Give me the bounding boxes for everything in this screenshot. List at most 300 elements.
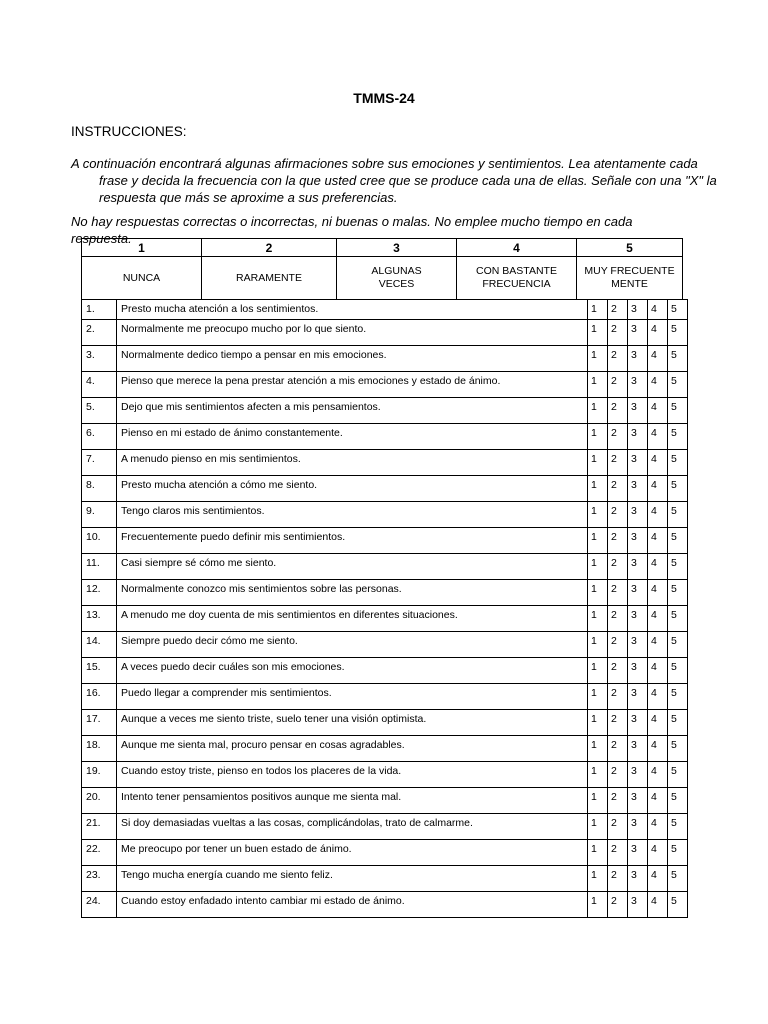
answer-option-5[interactable] [668,424,688,450]
answer-option-label: 4 [651,401,657,413]
answer-option-label: 2 [611,869,617,881]
answer-option-4[interactable] [648,554,668,580]
answer-option-label: 1 [591,303,597,315]
answer-option-1[interactable] [588,424,608,450]
answer-option-label: 4 [651,479,657,491]
answer-option-2[interactable] [608,866,628,892]
answer-option-4[interactable] [648,606,668,632]
answer-option-3[interactable] [628,632,648,658]
answer-option-label: 4 [651,453,657,465]
answer-option-2[interactable] [608,736,628,762]
answer-option-1[interactable] [588,736,608,762]
question-number [82,710,117,736]
question-text-content: Normalmente dedico tiempo a pensar en mis emociones. [121,349,387,361]
question-row [82,762,688,788]
question-number-text: 13. [86,609,101,621]
answer-option-1[interactable] [588,710,608,736]
answer-option-label: 5 [671,375,677,387]
question-row [82,892,688,918]
answer-option-2[interactable] [608,502,628,528]
answer-option-label: 4 [651,427,657,439]
answer-option-5[interactable] [668,840,688,866]
answer-option-2[interactable] [608,528,628,554]
question-text [117,372,588,398]
answer-option-label: 5 [671,303,677,315]
answer-option-label: 3 [631,323,637,335]
answer-option-label: 4 [651,895,657,907]
answer-option-label: 3 [631,303,637,315]
answer-option-1[interactable] [588,450,608,476]
question-text-content: Pienso que merece la pena prestar atención a mis emociones y estado de ánimo. [121,375,501,387]
answer-option-label: 5 [671,583,677,595]
answer-option-label: 3 [631,817,637,829]
question-number [82,424,117,450]
answer-option-label: 1 [591,349,597,361]
answer-option-5[interactable] [668,866,688,892]
question-text [117,580,588,606]
answer-option-5[interactable] [668,372,688,398]
question-text-content: Aunque a veces me siento triste, suelo tener una visión optimista. [121,713,427,725]
scale-label [577,257,683,300]
answer-option-label: 4 [651,817,657,829]
answer-option-label: 5 [671,869,677,881]
answer-option-label: 5 [671,557,677,569]
answer-option-4[interactable] [648,788,668,814]
answer-option-3[interactable] [628,710,648,736]
answer-option-label: 4 [651,375,657,387]
question-number-text: 8. [86,479,95,491]
answer-option-3[interactable] [628,866,648,892]
answer-option-4[interactable] [648,892,668,918]
question-number [82,554,117,580]
answer-option-3[interactable] [628,346,648,372]
answer-option-3[interactable] [628,736,648,762]
answer-option-5[interactable] [668,606,688,632]
answer-option-1[interactable] [588,606,608,632]
question-text [117,892,588,918]
scale-label-line: NUNCA [122,271,161,284]
answer-option-label: 3 [631,375,637,387]
answer-option-1[interactable] [588,580,608,606]
questionnaire-table [81,299,688,918]
answer-option-4[interactable] [648,736,668,762]
answer-option-label: 3 [631,739,637,751]
answer-option-label: 4 [651,349,657,361]
answer-option-label: 1 [591,765,597,777]
question-text-content: Tengo claros mis sentimientos. [121,505,265,517]
answer-option-5[interactable] [668,450,688,476]
question-text-content: A menudo me doy cuenta de mis sentimientos en diferentes situaciones. [121,609,458,621]
answer-option-5[interactable] [668,632,688,658]
question-number [82,606,117,632]
answer-option-2[interactable] [608,372,628,398]
answer-option-label: 5 [671,843,677,855]
question-row [82,580,688,606]
answer-option-3[interactable] [628,372,648,398]
answer-option-label: 5 [671,505,677,517]
question-number [82,658,117,684]
question-text [117,814,588,840]
answer-option-label: 1 [591,687,597,699]
question-row [82,476,688,502]
question-number-text: 3. [86,349,95,361]
answer-option-2[interactable] [608,684,628,710]
answer-option-label: 5 [671,661,677,673]
answer-option-5[interactable] [668,320,688,346]
question-row [82,606,688,632]
question-number [82,736,117,762]
answer-option-label: 5 [671,635,677,647]
answer-option-label: 2 [611,557,617,569]
answer-option-label: 5 [671,609,677,621]
answer-option-5[interactable] [668,814,688,840]
scale-label [202,257,337,300]
answer-option-4[interactable] [648,684,668,710]
answer-option-label: 3 [631,765,637,777]
question-text [117,346,588,372]
question-text-content: Normalmente me preocupo mucho por lo que siento. [121,323,367,335]
answer-option-label: 2 [611,635,617,647]
answer-option-4[interactable] [648,476,668,502]
question-text [117,710,588,736]
answer-option-label: 5 [671,531,677,543]
answer-option-1[interactable] [588,814,608,840]
answer-option-1[interactable] [588,528,608,554]
answer-option-5[interactable] [668,554,688,580]
answer-option-1[interactable] [588,762,608,788]
question-text-content: Frecuentemente puedo definir mis sentimientos. [121,531,346,543]
question-text [117,736,588,762]
question-row [82,554,688,580]
answer-option-3[interactable] [628,528,648,554]
question-text [117,606,588,632]
answer-option-1[interactable] [588,892,608,918]
answer-option-4[interactable] [648,528,668,554]
question-number [82,320,117,346]
answer-option-5[interactable] [668,684,688,710]
answer-option-label: 1 [591,453,597,465]
question-number [82,762,117,788]
answer-option-2[interactable] [608,658,628,684]
answer-option-3[interactable] [628,684,648,710]
scale-number: 3 [337,239,457,257]
answer-option-3[interactable] [628,762,648,788]
question-number-text: 23. [86,869,101,881]
answer-option-1[interactable] [588,320,608,346]
question-number-text: 7. [86,453,95,465]
answer-option-label: 2 [611,583,617,595]
question-text [117,450,588,476]
question-row [82,788,688,814]
answer-option-1[interactable] [588,502,608,528]
question-text [117,866,588,892]
answer-option-label: 3 [631,609,637,621]
answer-option-3[interactable] [628,320,648,346]
answer-option-label: 2 [611,609,617,621]
question-number [82,814,117,840]
question-row [82,840,688,866]
question-text-content: Pienso en mi estado de ánimo constantemente. [121,427,343,439]
answer-option-label: 4 [651,869,657,881]
answer-option-1[interactable] [588,398,608,424]
answer-option-5[interactable] [668,658,688,684]
answer-option-label: 4 [651,635,657,647]
question-number [82,300,117,320]
answer-option-label: 3 [631,869,637,881]
answer-option-3[interactable] [628,814,648,840]
answer-option-label: 1 [591,323,597,335]
scale-label [337,257,457,300]
question-text-content: A menudo pienso en mis sentimientos. [121,453,301,465]
scale-label [457,257,577,300]
answer-option-label: 3 [631,791,637,803]
answer-option-label: 1 [591,869,597,881]
answer-option-2[interactable] [608,346,628,372]
page-title: TMMS-24 [353,90,415,106]
answer-option-4[interactable] [648,424,668,450]
answer-option-4[interactable] [648,840,668,866]
answer-option-1[interactable] [588,632,608,658]
answer-option-4[interactable] [648,300,668,320]
answer-option-3[interactable] [628,580,648,606]
question-number-text: 10. [86,531,101,543]
scale-label-line: MENTE [611,278,648,290]
answer-option-5[interactable] [668,502,688,528]
answer-option-2[interactable] [608,814,628,840]
answer-option-label: 2 [611,531,617,543]
answer-option-label: 1 [591,427,597,439]
answer-option-label: 5 [671,453,677,465]
answer-option-4[interactable] [648,450,668,476]
answer-option-label: 4 [651,505,657,517]
answer-option-5[interactable] [668,476,688,502]
question-number [82,528,117,554]
instructions-note: No hay respuestas correctas o incorrectas, ni buenas o malas. No emplee mucho tiempo en cada respuesta. [71,214,633,246]
answer-option-label: 3 [631,479,637,491]
answer-option-label: 5 [671,791,677,803]
answer-option-2[interactable] [608,300,628,320]
answer-option-5[interactable] [668,528,688,554]
answer-option-1[interactable] [588,840,608,866]
answer-option-label: 1 [591,635,597,647]
question-number-text: 18. [86,739,101,751]
answer-option-2[interactable] [608,424,628,450]
answer-option-2[interactable] [608,710,628,736]
answer-option-4[interactable] [648,762,668,788]
answer-option-1[interactable] [588,658,608,684]
question-number [82,450,117,476]
answer-option-2[interactable] [608,892,628,918]
answer-option-3[interactable] [628,606,648,632]
answer-option-1[interactable] [588,346,608,372]
question-text [117,840,588,866]
question-text [117,788,588,814]
answer-option-4[interactable] [648,710,668,736]
question-number-text: 9. [86,505,95,517]
answer-option-label: 4 [651,661,657,673]
answer-option-label: 5 [671,427,677,439]
question-text [117,424,588,450]
question-text-content: Puedo llegar a comprender mis sentimientos. [121,687,332,699]
question-text-content: Me preocupo por tener un buen estado de ánimo. [121,843,352,855]
answer-option-3[interactable] [628,424,648,450]
answer-option-1[interactable] [588,372,608,398]
answer-option-label: 1 [591,817,597,829]
answer-option-label: 3 [631,349,637,361]
answer-option-1[interactable] [588,300,608,320]
question-number [82,580,117,606]
answer-option-4[interactable] [648,658,668,684]
answer-option-5[interactable] [668,762,688,788]
answer-option-label: 4 [651,843,657,855]
question-number [82,632,117,658]
question-number-text: 21. [86,817,101,829]
scale-label-line: MUY FRECUENTE [584,265,675,277]
question-number-text: 20. [86,791,101,803]
answer-option-label: 2 [611,401,617,413]
answer-option-label: 1 [591,375,597,387]
answer-option-4[interactable] [648,580,668,606]
question-number-text: 2. [86,323,95,335]
answer-option-label: 2 [611,713,617,725]
answer-option-3[interactable] [628,658,648,684]
question-row [82,320,688,346]
answer-option-2[interactable] [608,476,628,502]
answer-option-2[interactable] [608,450,628,476]
answer-option-label: 4 [651,303,657,315]
answer-option-label: 3 [631,453,637,465]
answer-option-1[interactable] [588,684,608,710]
answer-option-2[interactable] [608,762,628,788]
scale-number: 5 [577,239,683,257]
answer-option-1[interactable] [588,788,608,814]
scale-number: 4 [457,239,577,257]
answer-option-label: 1 [591,843,597,855]
answer-option-label: 1 [591,531,597,543]
question-text-content: Siempre puedo decir cómo me siento. [121,635,298,647]
instructions-heading: INSTRUCCIONES: [71,124,187,139]
answer-option-4[interactable] [648,814,668,840]
answer-option-label: 5 [671,401,677,413]
answer-option-1[interactable] [588,554,608,580]
answer-option-label: 1 [591,479,597,491]
answer-option-4[interactable] [648,632,668,658]
answer-option-label: 5 [671,323,677,335]
question-text-content: Presto mucha atención a cómo me siento. [121,479,318,491]
question-text [117,554,588,580]
question-text [117,684,588,710]
answer-option-label: 1 [591,791,597,803]
instructions-paragraph: A continuación encontrará algunas afirmaciones sobre sus emociones y sentimientos. Lea atentamente cada frase y decida la frecuencia con la que usted cree que se produce cada una de ellas. Señale con una "X" la respuesta que más se aproxime a sus preferencias. [71,156,717,205]
answer-option-5[interactable] [668,788,688,814]
scale-label-line: VECES [378,278,415,290]
question-text [117,320,588,346]
answer-option-5[interactable] [668,736,688,762]
answer-option-label: 1 [591,557,597,569]
answer-option-3[interactable] [628,892,648,918]
question-text [117,658,588,684]
answer-option-4[interactable] [648,372,668,398]
answer-option-label: 5 [671,349,677,361]
answer-option-4[interactable] [648,346,668,372]
answer-option-3[interactable] [628,502,648,528]
question-text-content: Intento tener pensamientos positivos aunque me sienta mal. [121,791,402,803]
question-number-text: 5. [86,401,95,413]
answer-option-3[interactable] [628,476,648,502]
answer-option-label: 3 [631,505,637,517]
answer-option-5[interactable] [668,398,688,424]
answer-option-2[interactable] [608,398,628,424]
question-row [82,398,688,424]
answer-option-label: 1 [591,661,597,673]
answer-option-5[interactable] [668,300,688,320]
answer-option-2[interactable] [608,606,628,632]
answer-option-2[interactable] [608,632,628,658]
answer-option-4[interactable] [648,866,668,892]
answer-option-4[interactable] [648,320,668,346]
answer-option-3[interactable] [628,300,648,320]
scale-number: 2 [202,239,337,257]
response-scale-table [81,238,683,300]
question-number [82,684,117,710]
answer-option-5[interactable] [668,892,688,918]
answer-option-label: 3 [631,401,637,413]
question-number-text: 22. [86,843,101,855]
answer-option-label: 5 [671,817,677,829]
answer-option-3[interactable] [628,450,648,476]
answer-option-label: 2 [611,895,617,907]
answer-option-4[interactable] [648,398,668,424]
answer-option-3[interactable] [628,398,648,424]
answer-option-label: 2 [611,765,617,777]
question-row [82,866,688,892]
question-number [82,840,117,866]
question-text-content: Cuando estoy enfadado intento cambiar mi estado de ánimo. [121,895,405,907]
answer-option-label: 5 [671,895,677,907]
answer-option-label: 5 [671,479,677,491]
answer-option-2[interactable] [608,554,628,580]
question-row [82,684,688,710]
answer-option-label: 1 [591,505,597,517]
answer-option-label: 3 [631,583,637,595]
answer-option-3[interactable] [628,554,648,580]
answer-option-5[interactable] [668,580,688,606]
answer-option-1[interactable] [588,476,608,502]
question-text [117,476,588,502]
answer-option-1[interactable] [588,866,608,892]
question-text [117,300,588,320]
question-number-text: 17. [86,713,101,725]
question-text-content: A veces puedo decir cuáles son mis emociones. [121,661,345,673]
question-number [82,346,117,372]
question-number [82,502,117,528]
answer-option-label: 2 [611,843,617,855]
answer-option-2[interactable] [608,580,628,606]
answer-option-2[interactable] [608,320,628,346]
question-text [117,528,588,554]
answer-option-5[interactable] [668,346,688,372]
question-row [82,372,688,398]
question-number-text: 19. [86,765,101,777]
answer-option-label: 4 [651,583,657,595]
answer-option-4[interactable] [648,502,668,528]
answer-option-3[interactable] [628,840,648,866]
question-row [82,710,688,736]
answer-option-2[interactable] [608,840,628,866]
answer-option-2[interactable] [608,788,628,814]
answer-option-5[interactable] [668,710,688,736]
answer-option-3[interactable] [628,788,648,814]
